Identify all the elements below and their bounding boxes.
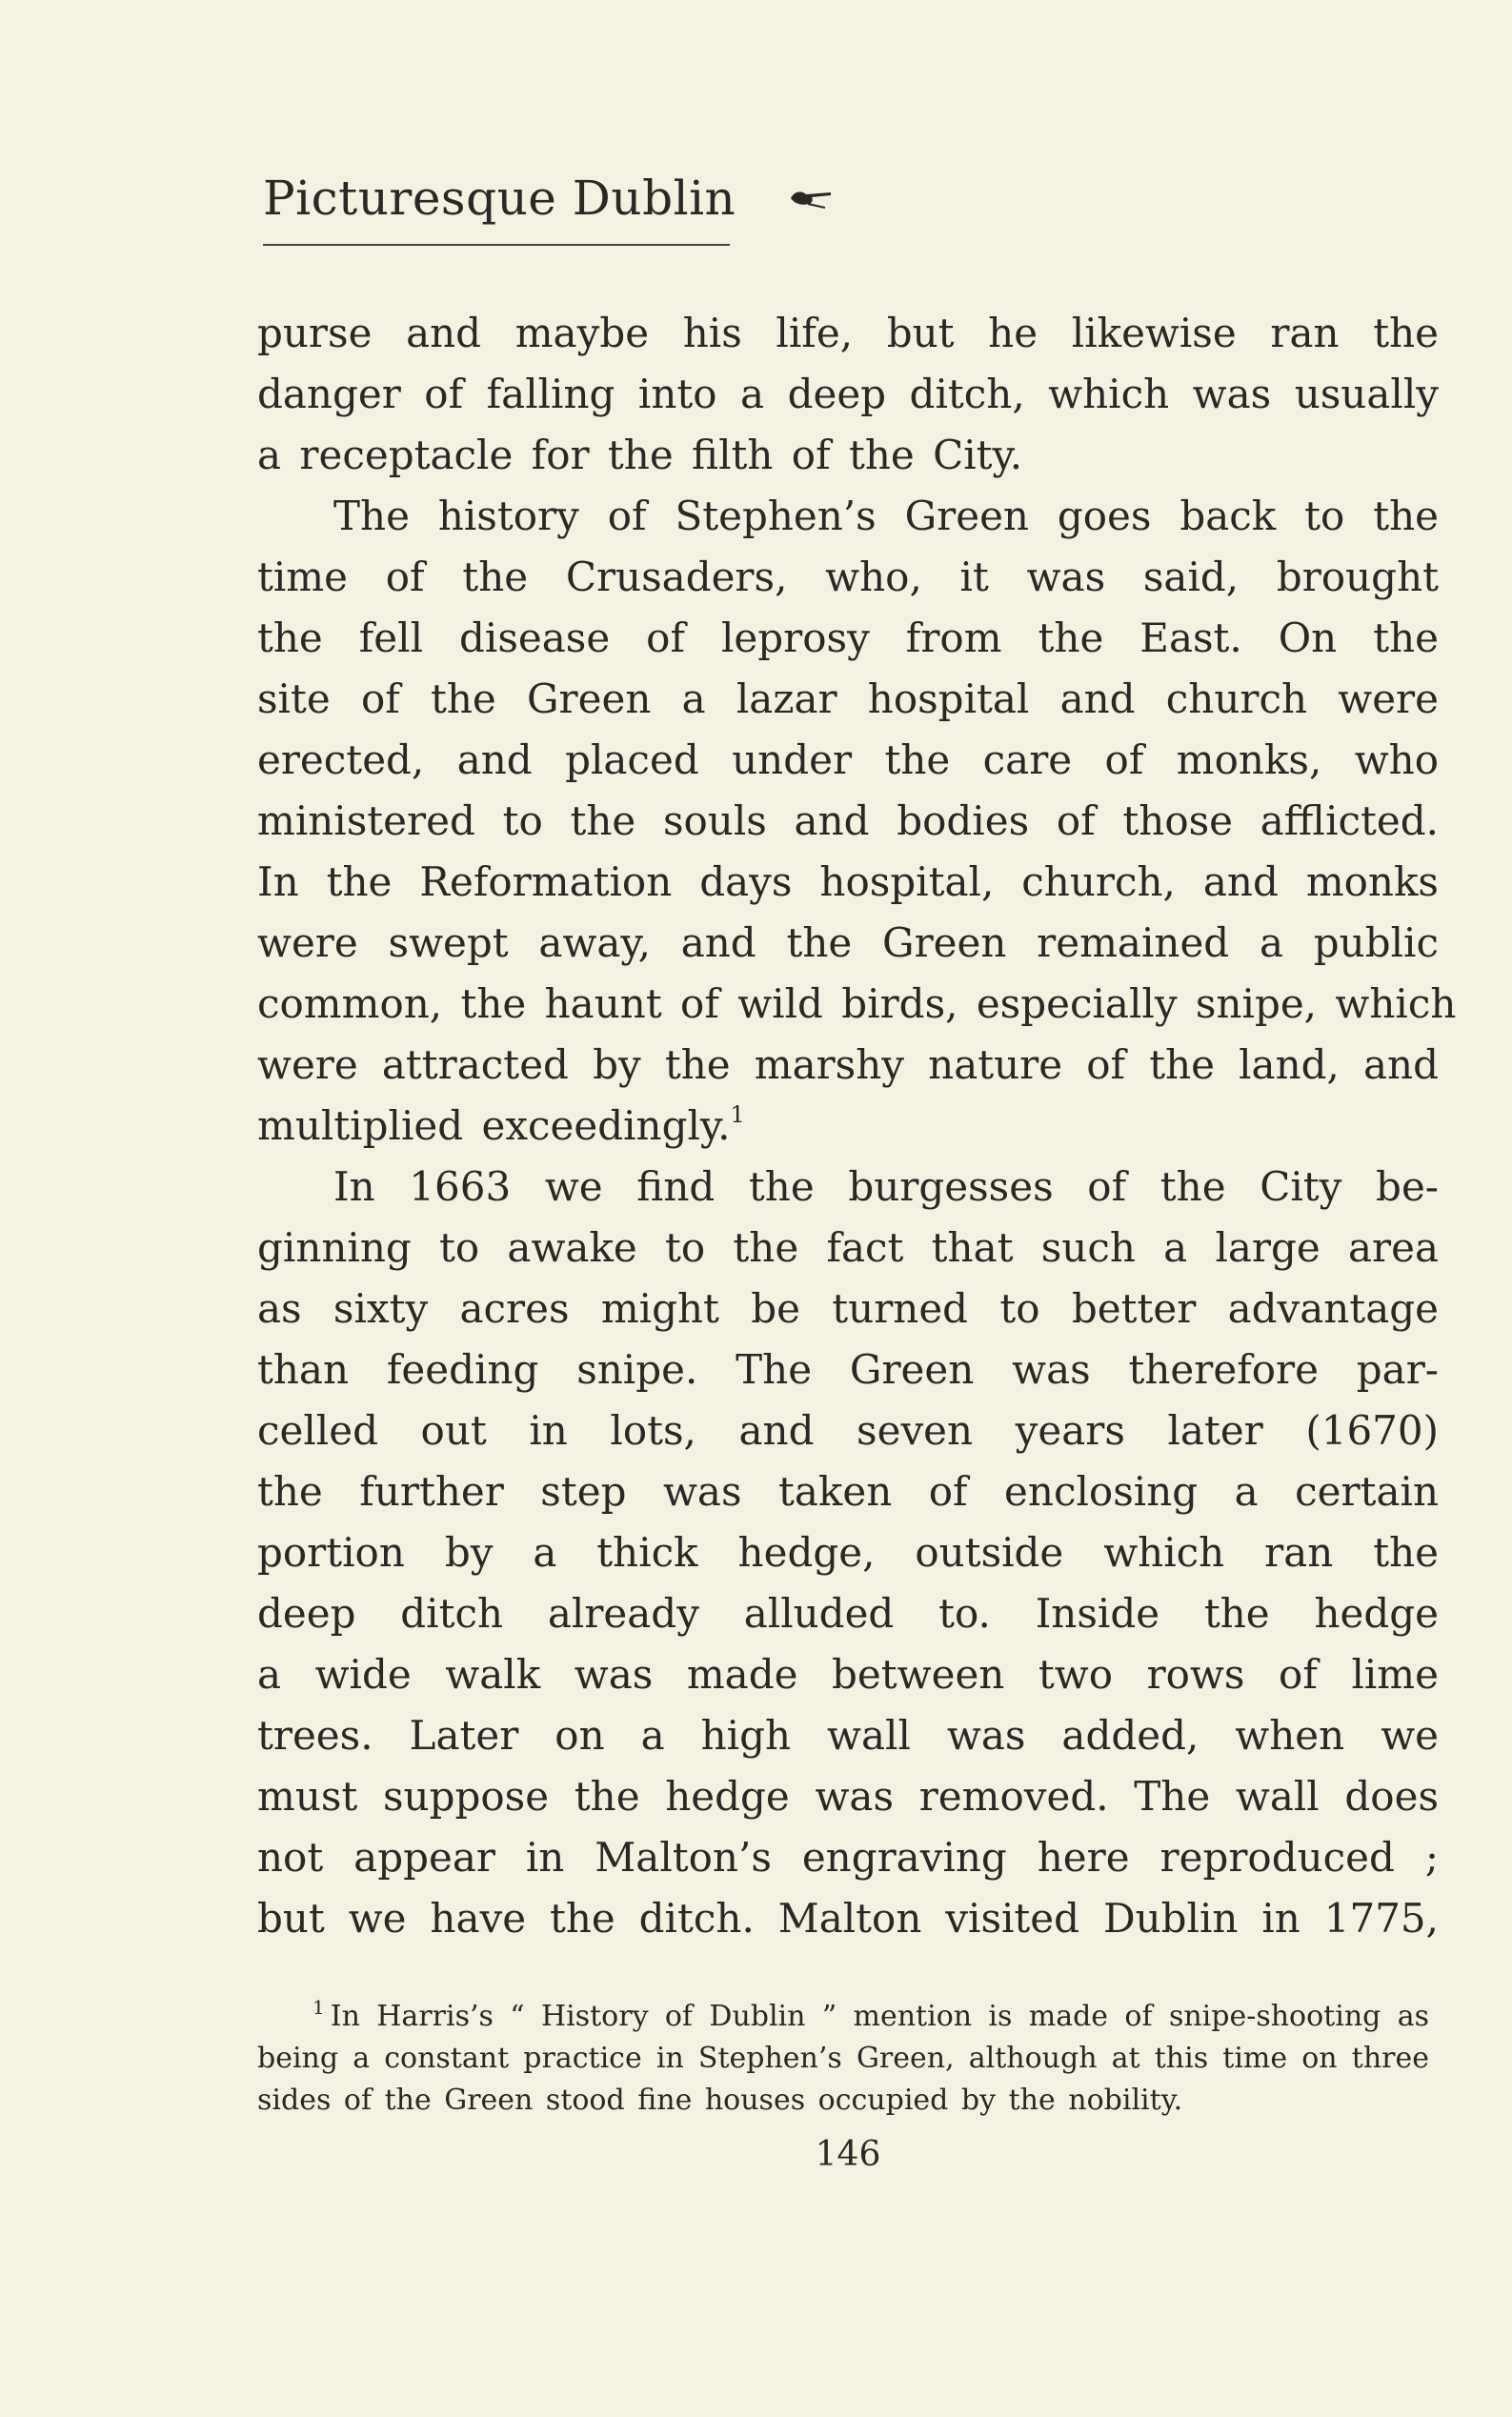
body-line: the further step was taken of enclosing a certain	[257, 1468, 1439, 1515]
running-head-title: Picturesque Dublin	[263, 171, 736, 226]
running-head	[263, 170, 736, 246]
body-line: celled out in lots, and seven years later (1670)	[257, 1407, 1439, 1454]
body-line: must suppose the hedge was removed. The wall does	[257, 1773, 1439, 1820]
body-line: In 1663 we find the burgesses of the City be-	[333, 1163, 1439, 1210]
body-line: danger of falling into a deep ditch, which was usually	[257, 371, 1439, 417]
body-line: purse and maybe his life, but he likewise ran the	[257, 310, 1439, 356]
body-line: a wide walk was made between two rows of lime	[257, 1651, 1439, 1698]
hand-ornament-icon	[787, 183, 835, 211]
body-line: ministered to the souls and bodies of those afflicted.	[257, 797, 1439, 844]
body-line: In the Reformation days hospital, church, and monks	[257, 858, 1439, 905]
body-line: were attracted by the marshy nature of the land, and	[257, 1041, 1439, 1088]
body-line: ginning to awake to the fact that such a large area	[257, 1224, 1439, 1271]
body-line: the fell disease of leprosy from the East. On the	[257, 614, 1439, 661]
body-line: as sixty acres might be turned to better advantage	[257, 1285, 1439, 1332]
body-line: common, the haunt of wild birds, especially snipe, which	[257, 980, 1457, 1027]
body-line: trees. Later on a high wall was added, when we	[257, 1712, 1439, 1759]
footnote-line: being a constant practice in Stephen’s Green, although at this time on three	[257, 2042, 1429, 2075]
body-line	[257, 1096, 1439, 1157]
body-line: The history of Stephen’s Green goes back to the	[333, 493, 1439, 539]
body-line: not appear in Malton’s engraving here reproduced ;	[257, 1834, 1439, 1881]
page-number: 146	[815, 2135, 881, 2174]
body-line: than feeding snipe. The Green was therefore par-	[257, 1346, 1439, 1393]
footnote	[257, 1996, 1429, 2122]
footnote-line	[257, 1996, 1429, 2038]
footnote-line: sides of the Green stood fine houses occupied by the nobility.	[257, 2084, 1183, 2117]
body-line: were swept away, and the Green remained a public	[257, 919, 1439, 966]
body-line: erected, and placed under the care of monks, who	[257, 736, 1439, 783]
body-line-text: multiplied exceedingly.	[257, 1102, 731, 1149]
body-text	[257, 303, 1457, 1949]
footnote-reference: 1	[730, 1101, 745, 1128]
body-line: but we have the ditch. Malton visited Dublin in 1775,	[257, 1895, 1439, 1942]
body-line: portion by a thick hedge, outside which ran the	[257, 1529, 1439, 1576]
body-line: deep ditch already alluded to. Inside the hedge	[257, 1590, 1439, 1637]
body-line: site of the Green a lazar hospital and church were	[257, 675, 1439, 722]
body-line: a receptacle for the filth of the City.	[257, 432, 1023, 478]
body-line: time of the Crusaders, who, it was said, brought	[257, 554, 1439, 600]
footnote-line-text: In Harris’s “ History of Dublin ” mention is made of snipe-shooting as	[330, 2000, 1429, 2033]
footnote-marker: 1	[312, 1996, 325, 2019]
